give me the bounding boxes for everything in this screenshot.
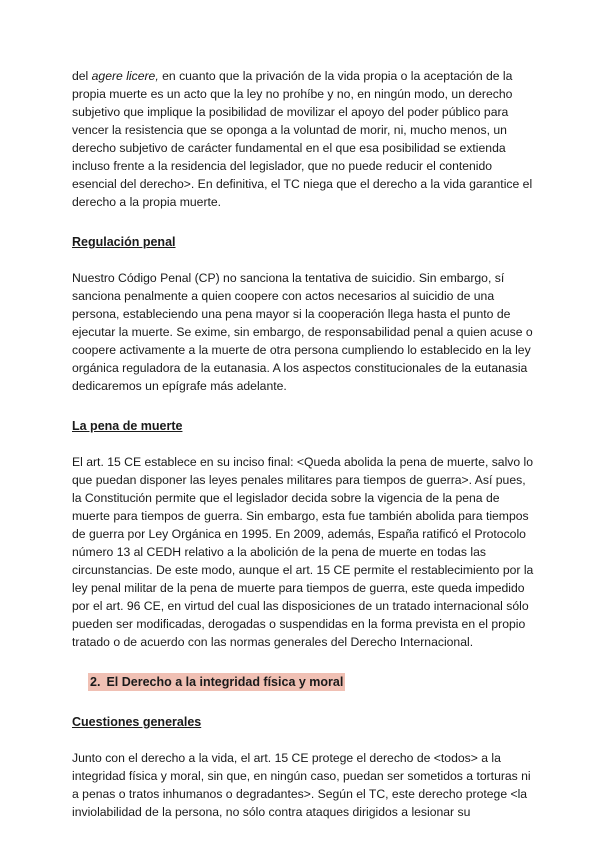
- intro-rest: en cuanto que la privación de la vida propia o la aceptación de la propia muerte es un acto que la ley no prohíbe y no, en ningún modo, un derecho subjetivo que implique la posibilidad de movilizar el apoyo del poder público para vencer la resistencia que se oponga a la voluntad de morir, ni, mucho menos, un derecho subjetivo de carácter fundamental en el que esa posibilidad se extienda incluso frente a la residencia del legislador, que no puede reducir el contenido esencial del derecho>. En definitiva, el TC niega que el derecho a la vida garantice el derecho a la propia muerte.: [72, 69, 533, 209]
- intro-italic: agere licere,: [91, 69, 159, 83]
- cuestiones-heading: Cuestiones generales: [72, 715, 202, 729]
- intro-paragraph: [72, 67, 534, 211]
- section-2-title: El Derecho a la integridad física y moral: [106, 675, 344, 689]
- cuestiones-paragraph: Junto con el derecho a la vida, el art. 15 CE protege el derecho de <todos> a la integridad física y moral, sin que, en ningún caso, puedan ser sometidos a torturas ni a penas o tratos inhumanos o degradantes>. Según el TC, este derecho protege <la inviolabilidad de la persona, no sólo contra ataques dirigidos a lesionar su: [72, 751, 531, 819]
- section-2-number: 2.: [90, 675, 101, 689]
- pena-heading: La pena de muerte: [72, 419, 183, 433]
- intro-prefix: del: [72, 69, 92, 83]
- document-body: [72, 67, 534, 821]
- pena-paragraph: El art. 15 CE establece en su inciso final: <Queda abolida la pena de muerte, salvo lo que puedan disponer las leyes penales militares para tiempos de guerra>. Así pues, la Constitución permite que el legislador decida sobre la vigencia de la pena de muerte para tiempos de guerra. Sin embargo, esta fue también abolida para tiempos de guerra por Ley Orgánica en 1995. En 2009, además, España ratificó el Protocolo número 13 al CEDH relativo a la abolición de la pena de muerte en todas las circunstancias. De este modo, aunque el art. 15 CE permite el restablecimiento por la ley penal militar de la pena de muerte para tiempos de guerra, este queda impedido por el art. 96 CE, en virtud del cual las disposiciones de un tratado internacional sólo pueden ser modificadas, derogadas o suspendidas en la forma prevista en el propio tratado o de acuerdo con las normas generales del Derecho Internacional.: [72, 455, 534, 649]
- regulacion-heading: Regulación penal: [72, 235, 176, 249]
- section-2-heading: [88, 673, 345, 691]
- regulacion-paragraph: Nuestro Código Penal (CP) no sanciona la tentativa de suicidio. Sin embargo, sí sanciona penalmente a quien coopere con actos necesarios al suicidio de una persona, estableciendo una pena mayor si la cooperación llega hasta el punto de ejecutar la muerte. Se exime, sin embargo, de responsabilidad penal a quien acuse o coopere activamente a la muerte de otra persona cumpliendo lo establecido en la ley orgánica reguladora de la eutanasia. A los aspectos constitucionales de la eutanasia dedicaremos un epígrafe más adelante.: [72, 271, 533, 393]
